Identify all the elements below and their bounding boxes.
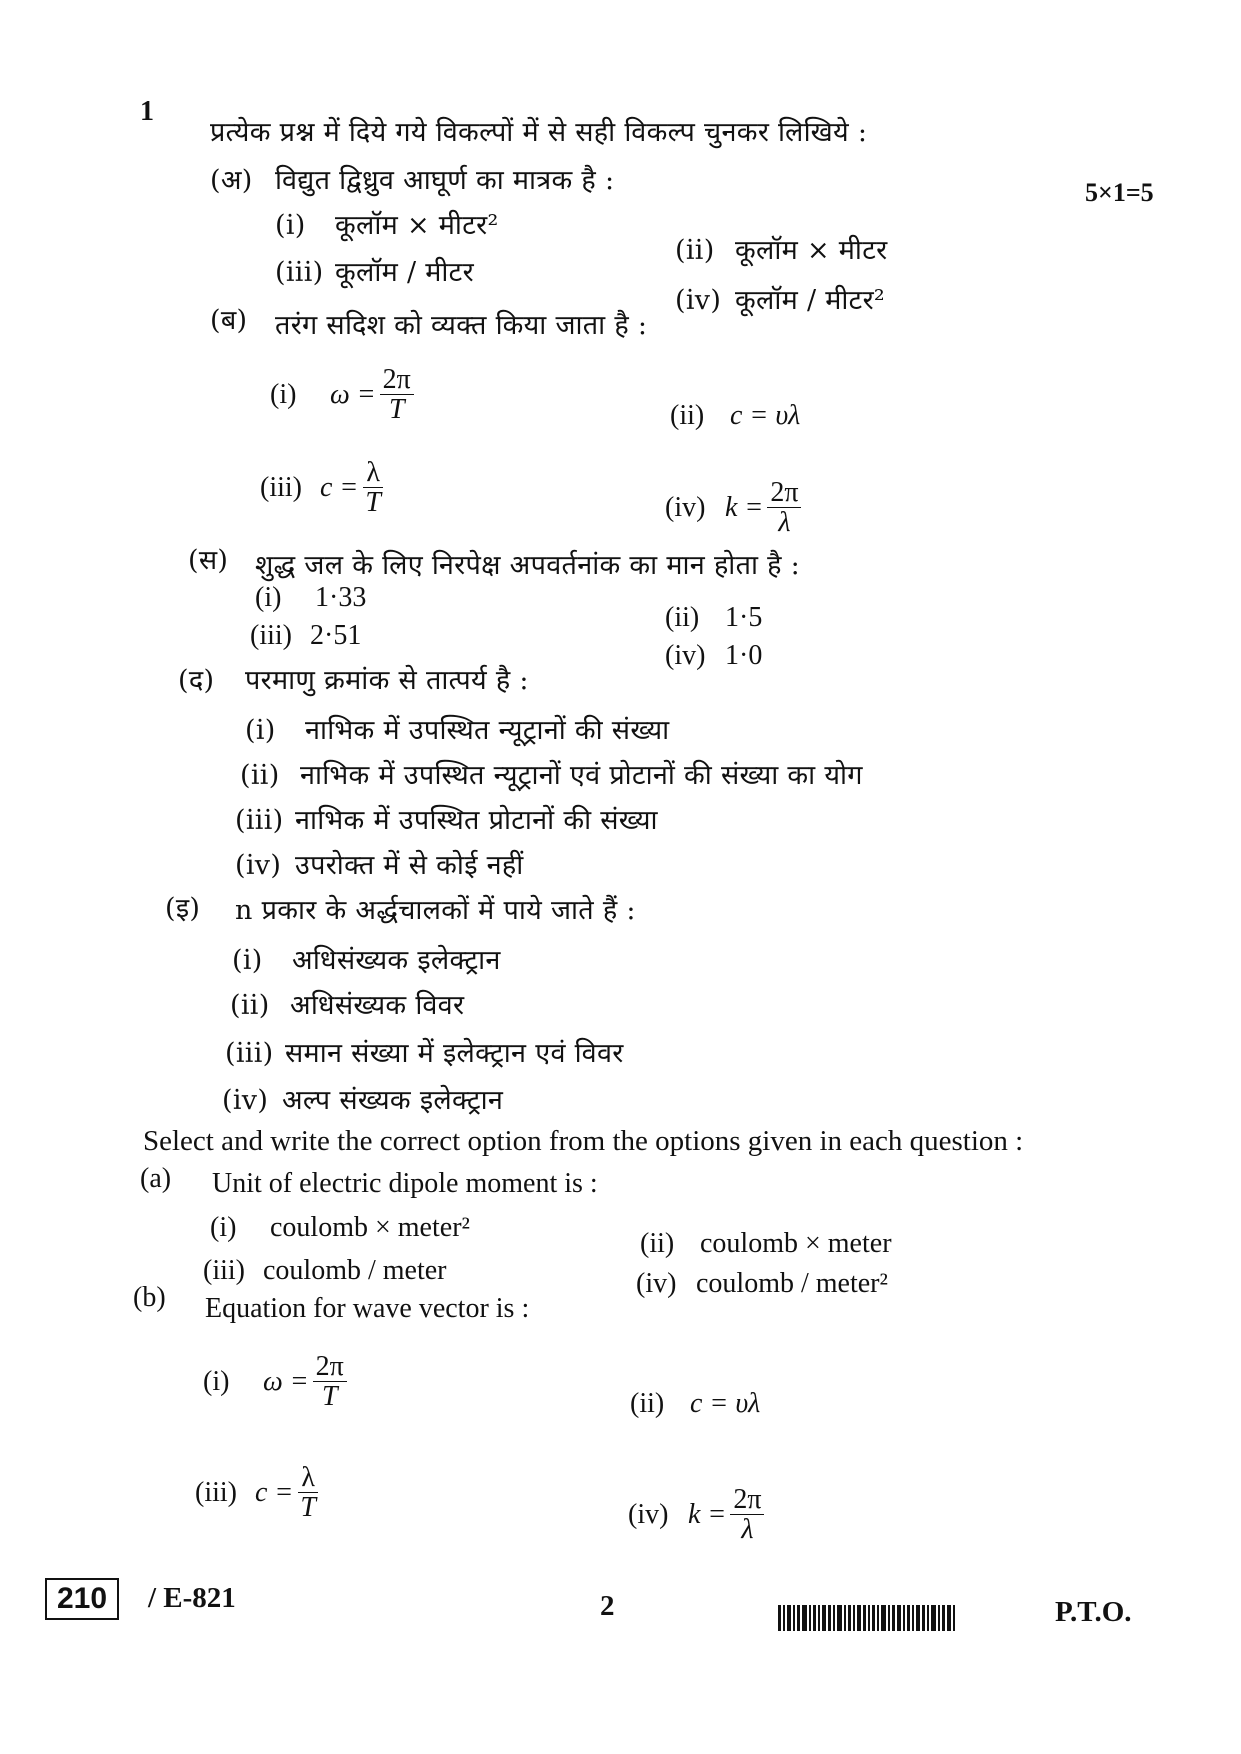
hindi-instruction: प्रत्येक प्रश्न में दिये गये विकल्पों में से सही विकल्प चुनकर लिखिये : [210,117,868,148]
hindi-c-text: शुद्ध जल के लिए निरपेक्ष अपवर्तनांक का मान होता है : [255,550,801,581]
hindi-a-label: (अ) [210,165,253,196]
english-b-opt-ii: (ii) c = υλ [630,1388,761,1419]
hindi-b-opt-ii: (ii) c = υλ [670,400,801,431]
hindi-a-opt-iv: (iv) कूलॉम / मीटर² [675,285,886,316]
hindi-b-text: तरंग सदिश को व्यक्त किया जाता है : [275,310,648,341]
hindi-b-label: (ब) [210,305,248,336]
paper-code-box: 210 [45,1578,119,1620]
english-a-opt-iii: (iii) coulomb / meter [203,1255,447,1286]
english-b-label: (b) [133,1282,166,1313]
hindi-d-opt-i: (i) नाभिक में उपस्थित न्यूट्रानों की संख्या [245,715,670,746]
english-a-label: (a) [140,1163,172,1194]
hindi-d-label: (द) [178,665,215,696]
hindi-d-opt-iv: (iv) उपरोक्त में से कोई नहीं [235,850,524,881]
hindi-e-opt-i: (i) अधिसंख्यक इलेक्ट्रान [232,945,501,976]
english-instruction: Select and write the correct option from the options given in each question : [143,1125,1024,1157]
pto-label: P.T.O. [1055,1596,1132,1628]
barcode [778,1605,957,1631]
hindi-c-opt-i: (i) 1·33 [255,582,367,613]
hindi-a-opt-ii: (ii) कूलॉम × मीटर [675,235,888,266]
english-a-opt-i: (i) coulomb × meter² [210,1212,470,1243]
marks: 5×1=5 [1085,178,1154,207]
hindi-e-opt-iii: (iii) समान संख्या में इलेक्ट्रान एवं विवर [225,1038,624,1069]
hindi-c-label: (स) [188,545,229,576]
english-b-opt-iii: (iii) c = $\frac{\lambda}{T}$ [195,1462,316,1524]
page-number: 2 [600,1590,615,1622]
hindi-e-opt-iv: (iv) अल्प संख्यक इलेक्ट्रान [222,1085,504,1116]
hindi-b-opt-i: (i) ω = $\frac{2\pi}{T}$ [270,365,414,425]
hindi-d-text: परमाणु क्रमांक से तात्पर्य है : [245,665,529,696]
english-a-opt-ii: (ii) coulomb × meter [640,1228,892,1259]
hindi-e-label: (इ) [165,893,201,924]
hindi-c-opt-iii: (iii) 2·51 [250,620,362,651]
hindi-e-text: n प्रकार के अर्द्धचालकों में पाये जाते हैं : [235,895,636,926]
hindi-e-opt-ii: (ii) अधिसंख्यक विवर [230,990,465,1021]
hindi-a-opt-i: (i) कूलॉम × मीटर² [275,210,499,241]
hindi-b-opt-iv: (iv) k = $\frac{2\pi}{\lambda}$ [665,478,801,538]
english-b-text: Equation for wave vector is : [205,1293,530,1324]
question-number: 1 [140,96,154,127]
english-a-opt-iv: (iv) coulomb / meter² [636,1268,888,1299]
hindi-d-opt-ii: (ii) नाभिक में उपस्थित न्यूट्रानों एवं प्रोटानों की संख्या का योग [240,760,863,791]
hindi-a-opt-iii: (iii) कूलॉम / मीटर [275,257,474,288]
english-a-text: Unit of electric dipole moment is : [212,1168,598,1199]
hindi-c-opt-ii: (ii) 1·5 [665,602,763,633]
hindi-d-opt-iii: (iii) नाभिक में उपस्थित प्रोटानों की संख्या [235,805,658,836]
hindi-c-opt-iv: (iv) 1·0 [665,640,763,671]
english-b-opt-i: (i) ω = $\frac{2\pi}{T}$ [203,1352,347,1412]
hindi-b-opt-iii: (iii) c = $\frac{\lambda}{T}$ [260,457,381,519]
english-b-opt-iv: (iv) k = $\frac{2\pi}{\lambda}$ [628,1485,764,1545]
hindi-a-text: विद्युत द्विध्रुव आघूर्ण का मात्रक है : [275,165,615,196]
paper-code: / E-821 [148,1582,236,1614]
